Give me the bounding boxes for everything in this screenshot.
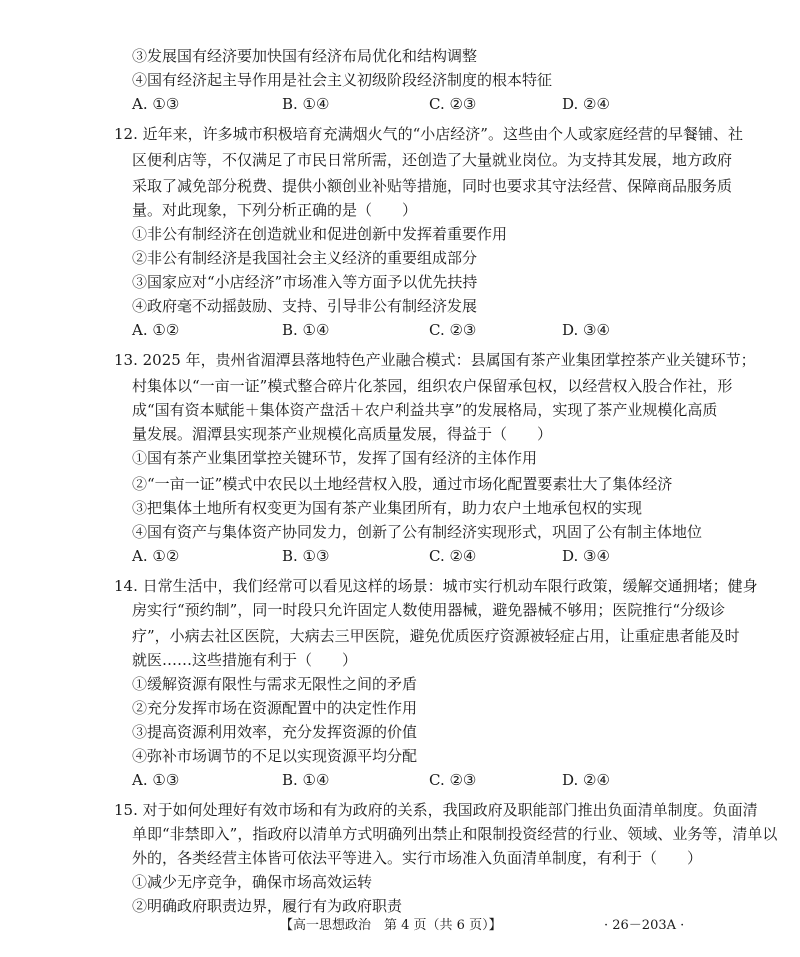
q13-item-3: ③把集体土地所有权变更为国有茶产业集团所有，助力农户土地承包权的实现 (132, 499, 643, 517)
option-a: A. ①③ (132, 95, 180, 113)
q12-item-4: ④政府毫不动摇鼓励、支持、引导非公有制经济发展 (132, 297, 478, 315)
q12-stem-line: 区便利店等，不仅满足了市民日常所需，还创造了大量就业岗位。为支持其发展，地方政府 (132, 151, 733, 169)
option-b: B. ①④ (282, 95, 330, 113)
option-d: D. ②④ (562, 95, 610, 113)
q13-stem-line: 村集体以“一亩一证”模式整合碎片化茶园，组织农户保留承包权，以经营权入股合作社，形 (132, 377, 733, 395)
option-d: D. ③④ (562, 547, 610, 565)
q12-item-1: ①非公有制经济在创造就业和促进创新中发挥着重要作用 (132, 225, 508, 243)
q15-item-2: ②明确政府职责边界，履行有为政府职责 (132, 897, 403, 915)
option-d: D. ③④ (562, 321, 610, 339)
option-d: D. ②④ (562, 771, 610, 789)
option-b: B. ①④ (282, 771, 330, 789)
option-b: B. ①④ (282, 321, 330, 339)
option-c: C. ②③ (429, 771, 477, 789)
top-item-3: ③发展国有经济要加快国有经济布局优化和结构调整 (132, 47, 478, 65)
option-c: C. ②④ (429, 547, 477, 565)
option-c: C. ②③ (429, 321, 477, 339)
q14-stem-line: 就医……这些措施有利于（ ） (132, 651, 358, 669)
q13-item-4: ④国有资产与集体资产协同发力，创新了公有制经济实现形式，巩固了公有制主体地位 (132, 523, 703, 541)
q12-stem-line: 12. 近年来，许多城市积极培育充满烟火气的“小店经济”。这些由个人或家庭经营的早餐铺、社 (114, 125, 743, 143)
q14-item-2: ②充分发挥市场在资源配置中的决定性作用 (132, 699, 418, 717)
option-c: C. ②③ (429, 95, 477, 113)
page-footer-info: 【高一思想政治 第 4 页（共 6 页）】 (280, 918, 502, 933)
q15-stem-line: 单即“非禁即入”，指政府以清单方式明确列出禁止和限制投资经营的行业、领域、业务等，清单以 (132, 825, 778, 843)
q13-stem-line: 量发展。湄潭县实现茶产业规模化高质量发展，得益于（ ） (132, 425, 553, 443)
option-a: A. ①② (132, 547, 180, 565)
q13-stem-line: 13. 2025 年，贵州省湄潭县落地特色产业融合模式：县属国有茶产业集团掌控茶产业关键环节； (114, 351, 756, 369)
q13-item-1: ①国有茶产业集团掌控关键环节，发挥了国有经济的主体作用 (132, 449, 538, 467)
q14-stem-line: 疗”，小病去社区医院，大病去三甲医院，避免优质医疗资源被轻症占用，让重症患者能及时 (132, 627, 740, 645)
q14-stem-line: 房实行“预约制”，同一时段只允许固定人数使用器械，避免器械不够用；医院推行“分级诊 (132, 601, 726, 619)
q12-item-3: ③国家应对“小店经济”市场准入等方面予以优先扶持 (132, 273, 478, 291)
q12-stem-line: 采取了减免部分税费、提供小额创业补贴等措施，同时也要求其守法经营、保障商品服务质 (132, 177, 733, 195)
q12-stem-line: 量。对此现象，下列分析正确的是（ ） (132, 201, 418, 219)
option-a: A. ①③ (132, 771, 180, 789)
option-a: A. ①② (132, 321, 180, 339)
q15-item-1: ①减少无序竞争，确保市场高效运转 (132, 873, 373, 891)
paper-code: · 26－203A · (604, 918, 685, 933)
q14-stem-line: 14. 日常生活中，我们经常可以看见这样的场景：城市实行机动车限行政策，缓解交通拥堵；健身 (114, 577, 758, 595)
q12-item-2: ②非公有制经济是我国社会主义经济的重要组成部分 (132, 249, 478, 267)
option-b: B. ①③ (282, 547, 330, 565)
q14-item-3: ③提高资源利用效率，充分发挥资源的价值 (132, 723, 418, 741)
q13-item-2: ②“一亩一证”模式中农民以土地经营权入股，通过市场化配置要素壮大了集体经济 (132, 475, 673, 493)
q15-stem-line: 15. 对于如何处理好有效市场和有为政府的关系，我国政府及职能部门推出负面清单制度。负面清 (114, 801, 758, 819)
q14-item-4: ④弥补市场调节的不足以实现资源平均分配 (132, 747, 418, 765)
q14-item-1: ①缓解资源有限性与需求无限性之间的矛盾 (132, 675, 418, 693)
q13-stem-line: 成“国有资本赋能＋集体资产盘活＋农户利益共享”的发展格局，实现了茶产业规模化高质 (132, 401, 718, 419)
q15-stem-line: 外的，各类经营主体皆可依法平等进入。实行市场准入负面清单制度，有利于（ ） (132, 849, 703, 867)
top-item-4: ④国有经济起主导作用是社会主义初级阶段经济制度的根本特征 (132, 71, 553, 89)
